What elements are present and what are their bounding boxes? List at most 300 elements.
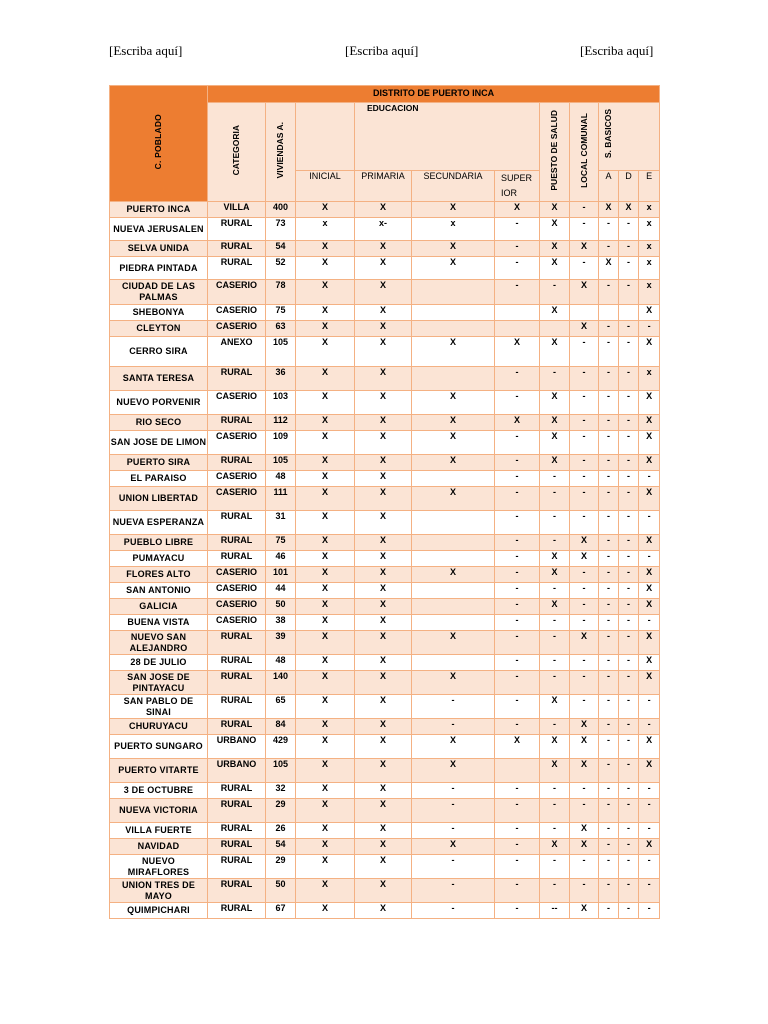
header-right[interactable]: [Escriba aquí]: [580, 43, 654, 58]
cell-salud: X: [540, 455, 570, 471]
cell-a: -: [599, 671, 619, 695]
cell-primaria: X: [355, 671, 412, 695]
cell-local: -: [570, 415, 599, 431]
cell-viviendas: 48: [266, 655, 296, 671]
cell-primaria: X: [355, 551, 412, 567]
cell-poblado: SAN ANTONIO: [110, 583, 208, 599]
cell-inicial: X: [296, 631, 355, 655]
cell-salud: X: [540, 735, 570, 759]
cell-viviendas: 65: [266, 695, 296, 719]
cell-e: X: [639, 337, 660, 367]
cell-d: -: [619, 879, 639, 903]
cell-d: -: [619, 671, 639, 695]
cell-secundaria: [412, 321, 495, 337]
cell-poblado: CIUDAD DE LAS PALMAS: [110, 280, 208, 305]
table-row: [110, 799, 660, 823]
cell-poblado: CLEYTON: [110, 321, 208, 337]
column-header-basicos-e: E: [639, 171, 660, 202]
table-row: [110, 218, 660, 241]
cell-primaria: X: [355, 655, 412, 671]
table-row: [110, 280, 660, 305]
cell-local: X: [570, 759, 599, 783]
table-row: [110, 367, 660, 391]
cell-local: -: [570, 367, 599, 391]
table-row: [110, 455, 660, 471]
table-row: [110, 759, 660, 783]
cell-secundaria: X: [412, 391, 495, 415]
cell-d: -: [619, 218, 639, 241]
cell-e: X: [639, 567, 660, 583]
cell-local: -: [570, 783, 599, 799]
column-header-basicos-d: D: [619, 171, 639, 202]
cell-inicial: X: [296, 471, 355, 487]
cell-e: x: [639, 367, 660, 391]
table-row: [110, 567, 660, 583]
cell-d: -: [619, 511, 639, 535]
cell-categoria: CASERIO: [208, 431, 266, 455]
cell-poblado: NUEVO PORVENIR: [110, 391, 208, 415]
cell-viviendas: 38: [266, 615, 296, 631]
cell-poblado: BUENA VISTA: [110, 615, 208, 631]
cell-poblado: SELVA UNIDA: [110, 241, 208, 257]
cell-a: -: [599, 241, 619, 257]
cell-e: X: [639, 391, 660, 415]
cell-viviendas: 75: [266, 535, 296, 551]
cell-superior: -: [495, 471, 540, 487]
cell-e: -: [639, 551, 660, 567]
cell-e: -: [639, 903, 660, 919]
cell-categoria: CASERIO: [208, 471, 266, 487]
cell-categoria: RURAL: [208, 719, 266, 735]
cell-a: -: [599, 487, 619, 511]
cell-inicial: X: [296, 455, 355, 471]
table-row: [110, 337, 660, 367]
cell-superior: -: [495, 367, 540, 391]
cell-a: -: [599, 583, 619, 599]
cell-d: -: [619, 735, 639, 759]
cell-secundaria: X: [412, 671, 495, 695]
cell-salud: -: [540, 631, 570, 655]
cell-inicial: X: [296, 615, 355, 631]
cell-superior: -: [495, 783, 540, 799]
cell-primaria: X: [355, 257, 412, 280]
cell-superior: -: [495, 551, 540, 567]
cell-primaria: X: [355, 305, 412, 321]
table-row: [110, 241, 660, 257]
column-header-basicos: S. BASICOS: [599, 103, 660, 171]
cell-a: -: [599, 759, 619, 783]
cell-d: -: [619, 321, 639, 337]
cell-secundaria: [412, 511, 495, 535]
cell-primaria: X: [355, 202, 412, 218]
cell-salud: -: [540, 615, 570, 631]
cell-e: X: [639, 599, 660, 615]
table-row: [110, 471, 660, 487]
cell-poblado: PUMAYACU: [110, 551, 208, 567]
cell-viviendas: 73: [266, 218, 296, 241]
cell-inicial: X: [296, 337, 355, 367]
cell-a: X: [599, 257, 619, 280]
cell-e: -: [639, 783, 660, 799]
cell-categoria: CASERIO: [208, 583, 266, 599]
cell-secundaria: -: [412, 719, 495, 735]
column-header-educacion: EDUCACION: [355, 103, 540, 171]
cell-local: -: [570, 218, 599, 241]
cell-viviendas: 84: [266, 719, 296, 735]
cell-superior: -: [495, 599, 540, 615]
cell-superior: -: [495, 823, 540, 839]
cell-a: -: [599, 783, 619, 799]
cell-categoria: RURAL: [208, 855, 266, 879]
cell-categoria: RURAL: [208, 631, 266, 655]
cell-local: -: [570, 257, 599, 280]
cell-salud: -: [540, 655, 570, 671]
cell-salud: X: [540, 337, 570, 367]
cell-inicial: X: [296, 695, 355, 719]
cell-salud: -: [540, 879, 570, 903]
cell-inicial: X: [296, 305, 355, 321]
table-row: [110, 415, 660, 431]
cell-a: -: [599, 903, 619, 919]
cell-local: -: [570, 879, 599, 903]
table-row: [110, 655, 660, 671]
cell-a: -: [599, 719, 619, 735]
cell-e: -: [639, 511, 660, 535]
cell-inicial: X: [296, 671, 355, 695]
header-center[interactable]: [Escriba aquí]: [345, 43, 419, 58]
cell-categoria: RURAL: [208, 799, 266, 823]
cell-salud: X: [540, 599, 570, 615]
cell-poblado: UNION LIBERTAD: [110, 487, 208, 511]
cell-local: X: [570, 719, 599, 735]
cell-categoria: RURAL: [208, 695, 266, 719]
cell-a: X: [599, 202, 619, 218]
cell-inicial: X: [296, 415, 355, 431]
table-title: DISTRITO DE PUERTO INCA: [208, 86, 660, 103]
cell-primaria: X: [355, 367, 412, 391]
cell-primaria: X: [355, 583, 412, 599]
table-row: [110, 202, 660, 218]
cell-inicial: X: [296, 599, 355, 615]
cell-salud: --: [540, 903, 570, 919]
cell-d: -: [619, 655, 639, 671]
cell-salud: X: [540, 218, 570, 241]
cell-local: -: [570, 202, 599, 218]
cell-categoria: RURAL: [208, 823, 266, 839]
cell-d: -: [619, 839, 639, 855]
column-header-inicial: INICIAL: [296, 171, 355, 202]
cell-inicial: X: [296, 799, 355, 823]
cell-superior: -: [495, 241, 540, 257]
cell-d: -: [619, 391, 639, 415]
cell-a: -: [599, 431, 619, 455]
cell-viviendas: 44: [266, 583, 296, 599]
cell-secundaria: -: [412, 799, 495, 823]
cell-local: X: [570, 631, 599, 655]
cell-a: -: [599, 511, 619, 535]
cell-categoria: RURAL: [208, 455, 266, 471]
cell-a: -: [599, 695, 619, 719]
table-row: [110, 631, 660, 655]
cell-a: -: [599, 879, 619, 903]
cell-categoria: RURAL: [208, 415, 266, 431]
cell-d: -: [619, 367, 639, 391]
cell-poblado: PUERTO SUNGARO: [110, 735, 208, 759]
cell-superior: -: [495, 455, 540, 471]
cell-poblado: CHURUYACU: [110, 719, 208, 735]
table-row: [110, 599, 660, 615]
cell-primaria: X: [355, 337, 412, 367]
cell-e: X: [639, 735, 660, 759]
cell-e: X: [639, 583, 660, 599]
cell-d: -: [619, 599, 639, 615]
column-header-local: LOCAL COMUNAL: [570, 103, 599, 202]
cell-a: -: [599, 855, 619, 879]
cell-poblado: SAN JOSE DE PINTAYACU: [110, 671, 208, 695]
table-row: [110, 783, 660, 799]
cell-superior: [495, 321, 540, 337]
cell-categoria: RURAL: [208, 367, 266, 391]
cell-local: X: [570, 839, 599, 855]
cell-categoria: URBANO: [208, 759, 266, 783]
cell-inicial: X: [296, 487, 355, 511]
cell-inicial: X: [296, 257, 355, 280]
cell-primaria: X: [355, 783, 412, 799]
cell-a: -: [599, 455, 619, 471]
cell-a: -: [599, 337, 619, 367]
cell-e: X: [639, 305, 660, 321]
cell-viviendas: 103: [266, 391, 296, 415]
cell-poblado: NUEVO MIRAFLORES: [110, 855, 208, 879]
cell-local: -: [570, 855, 599, 879]
cell-secundaria: [412, 305, 495, 321]
cell-secundaria: [412, 471, 495, 487]
cell-secundaria: [412, 551, 495, 567]
cell-e: -: [639, 823, 660, 839]
cell-inicial: X: [296, 583, 355, 599]
cell-poblado: NAVIDAD: [110, 839, 208, 855]
cell-d: -: [619, 551, 639, 567]
cell-d: -: [619, 487, 639, 511]
cell-e: -: [639, 879, 660, 903]
cell-poblado: UNION TRES DE MAYO: [110, 879, 208, 903]
cell-poblado: SANTA TERESA: [110, 367, 208, 391]
cell-secundaria: X: [412, 735, 495, 759]
cell-salud: -: [540, 783, 570, 799]
table-row: [110, 735, 660, 759]
cell-inicial: X: [296, 202, 355, 218]
cell-d: -: [619, 615, 639, 631]
table-row: [110, 257, 660, 280]
table-row: [110, 839, 660, 855]
cell-viviendas: 46: [266, 551, 296, 567]
cell-poblado: PIEDRA PINTADA: [110, 257, 208, 280]
cell-secundaria: [412, 583, 495, 599]
cell-categoria: RURAL: [208, 903, 266, 919]
cell-viviendas: 54: [266, 241, 296, 257]
table-row: [110, 535, 660, 551]
cell-viviendas: 78: [266, 280, 296, 305]
cell-viviendas: 400: [266, 202, 296, 218]
cell-secundaria: X: [412, 487, 495, 511]
cell-salud: X: [540, 415, 570, 431]
cell-inicial: X: [296, 321, 355, 337]
cell-e: X: [639, 671, 660, 695]
cell-e: x: [639, 241, 660, 257]
cell-e: X: [639, 655, 660, 671]
cell-primaria: X: [355, 759, 412, 783]
cell-categoria: CASERIO: [208, 487, 266, 511]
district-table: [109, 85, 660, 919]
cell-viviendas: 26: [266, 823, 296, 839]
table-row: [110, 719, 660, 735]
cell-local: -: [570, 391, 599, 415]
cell-salud: X: [540, 431, 570, 455]
cell-primaria: X: [355, 823, 412, 839]
table-row: [110, 823, 660, 839]
cell-secundaria: -: [412, 855, 495, 879]
cell-primaria: X: [355, 719, 412, 735]
cell-e: X: [639, 839, 660, 855]
cell-categoria: RURAL: [208, 655, 266, 671]
cell-secundaria: X: [412, 257, 495, 280]
cell-viviendas: 105: [266, 337, 296, 367]
cell-salud: X: [540, 567, 570, 583]
cell-superior: -: [495, 655, 540, 671]
cell-secundaria: -: [412, 695, 495, 719]
cell-local: X: [570, 321, 599, 337]
cell-inicial: X: [296, 839, 355, 855]
cell-viviendas: 63: [266, 321, 296, 337]
column-header-primaria: PRIMARIA: [355, 171, 412, 202]
cell-e: -: [639, 471, 660, 487]
cell-poblado: 3 DE OCTUBRE: [110, 783, 208, 799]
cell-viviendas: 50: [266, 599, 296, 615]
cell-secundaria: [412, 599, 495, 615]
cell-categoria: URBANO: [208, 735, 266, 759]
cell-primaria: X: [355, 415, 412, 431]
cell-categoria: RURAL: [208, 511, 266, 535]
cell-secundaria: [412, 535, 495, 551]
cell-d: -: [619, 855, 639, 879]
cell-e: x: [639, 218, 660, 241]
cell-secundaria: X: [412, 415, 495, 431]
cell-categoria: CASERIO: [208, 391, 266, 415]
cell-local: -: [570, 695, 599, 719]
header-left[interactable]: [Escriba aquí]: [109, 43, 183, 58]
cell-superior: [495, 759, 540, 783]
cell-a: -: [599, 391, 619, 415]
cell-superior: -: [495, 615, 540, 631]
table-row: [110, 879, 660, 903]
cell-a: -: [599, 415, 619, 431]
cell-poblado: SAN JOSE DE LIMON: [110, 431, 208, 455]
cell-salud: X: [540, 241, 570, 257]
cell-primaria: X: [355, 455, 412, 471]
cell-inicial: X: [296, 241, 355, 257]
cell-e: -: [639, 799, 660, 823]
cell-local: -: [570, 599, 599, 615]
cell-superior: -: [495, 695, 540, 719]
table-row: [110, 903, 660, 919]
cell-poblado: EL PARAISO: [110, 471, 208, 487]
cell-a: -: [599, 615, 619, 631]
cell-secundaria: X: [412, 567, 495, 583]
cell-d: -: [619, 759, 639, 783]
cell-inicial: X: [296, 855, 355, 879]
cell-categoria: RURAL: [208, 671, 266, 695]
cell-superior: -: [495, 257, 540, 280]
cell-local: X: [570, 241, 599, 257]
cell-a: -: [599, 367, 619, 391]
cell-e: x: [639, 257, 660, 280]
cell-secundaria: -: [412, 903, 495, 919]
cell-primaria: X: [355, 471, 412, 487]
cell-local: -: [570, 583, 599, 599]
cell-secundaria: [412, 655, 495, 671]
cell-salud: -: [540, 799, 570, 823]
cell-categoria: RURAL: [208, 535, 266, 551]
cell-secundaria: [412, 615, 495, 631]
cell-superior: -: [495, 799, 540, 823]
cell-superior: -: [495, 583, 540, 599]
cell-primaria: X: [355, 799, 412, 823]
cell-categoria: RURAL: [208, 241, 266, 257]
cell-poblado: NUEVA JERUSALEN: [110, 218, 208, 241]
cell-d: -: [619, 567, 639, 583]
cell-d: -: [619, 257, 639, 280]
cell-salud: X: [540, 305, 570, 321]
cell-d: -: [619, 535, 639, 551]
cell-primaria: X: [355, 241, 412, 257]
cell-poblado: NUEVO SAN ALEJANDRO: [110, 631, 208, 655]
cell-e: X: [639, 759, 660, 783]
table-row: [110, 695, 660, 719]
column-header-basicos-a: A: [599, 171, 619, 202]
cell-primaria: X: [355, 599, 412, 615]
cell-e: -: [639, 719, 660, 735]
cell-inicial: X: [296, 431, 355, 455]
cell-secundaria: X: [412, 759, 495, 783]
cell-secundaria: X: [412, 337, 495, 367]
cell-salud: X: [540, 759, 570, 783]
cell-d: -: [619, 241, 639, 257]
cell-poblado: SHEBONYA: [110, 305, 208, 321]
cell-salud: -: [540, 719, 570, 735]
cell-a: -: [599, 321, 619, 337]
table-row: [110, 583, 660, 599]
cell-local: X: [570, 735, 599, 759]
cell-primaria: X: [355, 321, 412, 337]
cell-categoria: RURAL: [208, 879, 266, 903]
table-row: [110, 615, 660, 631]
cell-secundaria: [412, 280, 495, 305]
cell-e: x: [639, 202, 660, 218]
cell-a: -: [599, 599, 619, 615]
cell-local: X: [570, 903, 599, 919]
cell-e: X: [639, 415, 660, 431]
cell-poblado: RIO SECO: [110, 415, 208, 431]
cell-categoria: CASERIO: [208, 567, 266, 583]
cell-primaria: X: [355, 391, 412, 415]
cell-salud: -: [540, 487, 570, 511]
cell-primaria: X: [355, 631, 412, 655]
cell-categoria: CASERIO: [208, 305, 266, 321]
cell-e: X: [639, 535, 660, 551]
cell-a: -: [599, 735, 619, 759]
cell-poblado: NUEVA VICTORIA: [110, 799, 208, 823]
cell-inicial: X: [296, 551, 355, 567]
